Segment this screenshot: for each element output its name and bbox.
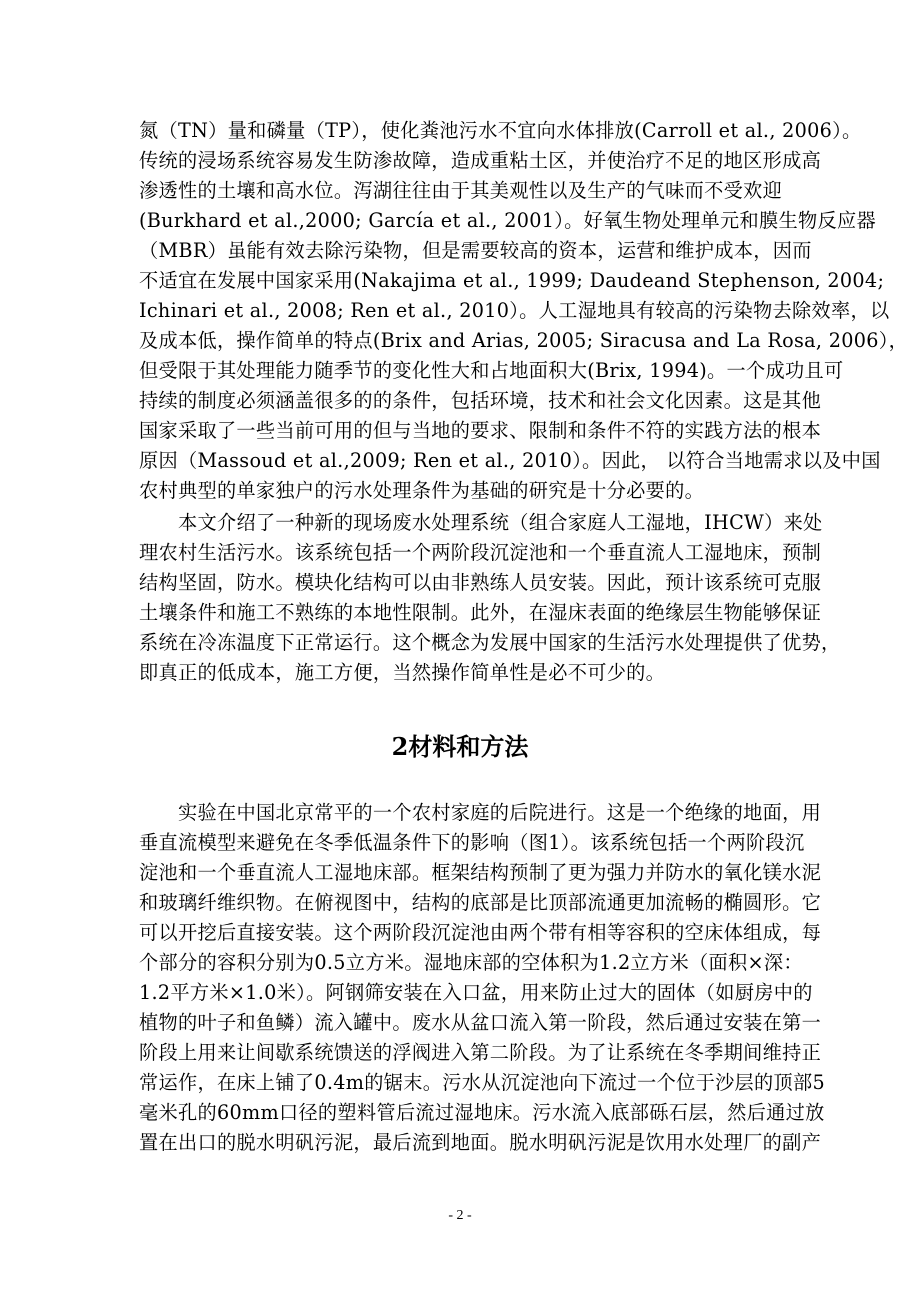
text-line: 不适宜在发展中国家采用(Nakajima et al., 1999; Daudeand Stephenson, 2004; [139, 269, 885, 292]
text-line: 氮（TN）量和磷量（TP），使化粪池污水不宜向水体排放(Carroll et al., 2006）。 [139, 119, 862, 142]
text-line: 实验在中国北京常平的一个农村家庭的后院进行。这是一个绝缘的地面，用 [178, 801, 822, 824]
text-line: 置在出口的脱水明矾污泥，最后流到地面。脱水明矾污泥是饮用水处理厂的副产 [139, 1131, 822, 1154]
text-line: 但受限于其处理能力随季节的变化性大和占地面积大(Brix, 1994)。一个成功且可 [139, 359, 844, 382]
text-line: 及成本低，操作简单的特点(Brix and Arias, 2005; Siracusa and La Rosa, 2006）， [139, 329, 909, 352]
text-line: 可以开挖后直接安装。这个两阶段沉淀池由两个带有相等容积的空床体组成，每 [139, 921, 822, 944]
text-line: 阶段上用来让间歇系统馈送的浮阀进入第二阶段。为了让系统在冬季期间维持正 [139, 1041, 822, 1064]
text-line: 持续的制度必须涵盖很多的的条件，包括环境，技术和社会文化因素。这是其他 [139, 389, 822, 412]
text-line: Ichinari et al., 2008; Ren et al., 2010）。人工湿地具有较高的污染物去除效率，以 [139, 299, 890, 322]
text-line: 土壤条件和施工不熟练的本地性限制。此外，在湿床表面的绝缘层生物能够保证 [139, 601, 822, 624]
text-line: 个部分的容积分别为0.5立方米。湿地床部的空体积为1.2立方米（面积×深： [139, 951, 803, 974]
text-line: 传统的浸场系统容易发生防渗故障，造成重粘土区，并使治疗不足的地区形成高 [139, 149, 822, 172]
text-line: 理农村生活污水。该系统包括一个两阶段沉淀池和一个垂直流人工湿地床，预制 [139, 541, 822, 564]
text-line: 1.2平方米×1.0米）。阿钢筛安装在入口盆，用来防止过大的固体（如厨房中的 [139, 981, 813, 1004]
text-line: 和玻璃纤维织物。在俯视图中，结构的底部是比顶部流通更加流畅的椭圆形。它 [139, 891, 822, 914]
text-line: 本文介绍了一种新的现场废水处理系统（组合家庭人工湿地，IHCW）来处 [178, 511, 823, 534]
text-line: 常运作，在床上铺了0.4m的锯末。污水从沉淀池向下流过一个位于沙层的顶部5 [139, 1071, 826, 1094]
text-line: 农村典型的单家独户的污水处理条件为基础的研究是十分必要的。 [139, 479, 705, 502]
text-line: （MBR）虽能有效去除污染物，但是需要较高的资本，运营和维护成本，因而 [139, 239, 812, 262]
text-line: 国家采取了一些当前可用的但与当地的要求、限制和条件不符的实践方法的根本 [139, 419, 822, 442]
text-line: 毫米孔的60mm口径的塑料管后流过湿地床。污水流入底部砾石层，然后通过放 [139, 1101, 825, 1124]
text-line: (Burkhard et al.,2000; García et al., 2001）。好氧生物处理单元和膜生物反应器 [139, 209, 876, 232]
text-line: 植物的叶子和鱼鳞）流入罐中。废水从盆口流入第一阶段，然后通过安装在第一 [139, 1011, 822, 1034]
text-line: 原因（Massoud et al.,2009; Ren et al., 2010）。因此， 以符合当地需求以及中国 [139, 449, 881, 472]
text-line: 淀池和一个垂直流人工湿地床部。框架结构预制了更为强力并防水的氧化镁水泥 [139, 861, 822, 884]
text-line: 渗透性的土壤和高水位。泻湖往往由于其美观性以及生产的气味而不受欢迎 [139, 179, 783, 202]
text-line: 垂直流模型来避免在冬季低温条件下的影响（图1）。该系统包括一个两阶段沉 [139, 831, 805, 854]
page-number: - 2 - [448, 1208, 472, 1223]
text-line: 系统在冷冻温度下正常运行。这个概念为发展中国家的生活污水处理提供了优势， [139, 631, 841, 654]
section-heading: 2材料和方法 [391, 732, 529, 761]
text-line: 即真正的低成本，施工方便，当然操作简单性是必不可少的。 [139, 661, 666, 684]
text-line: 结构坚固，防水。模块化结构可以由非熟练人员安装。因此，预计该系统可克服 [139, 571, 822, 594]
